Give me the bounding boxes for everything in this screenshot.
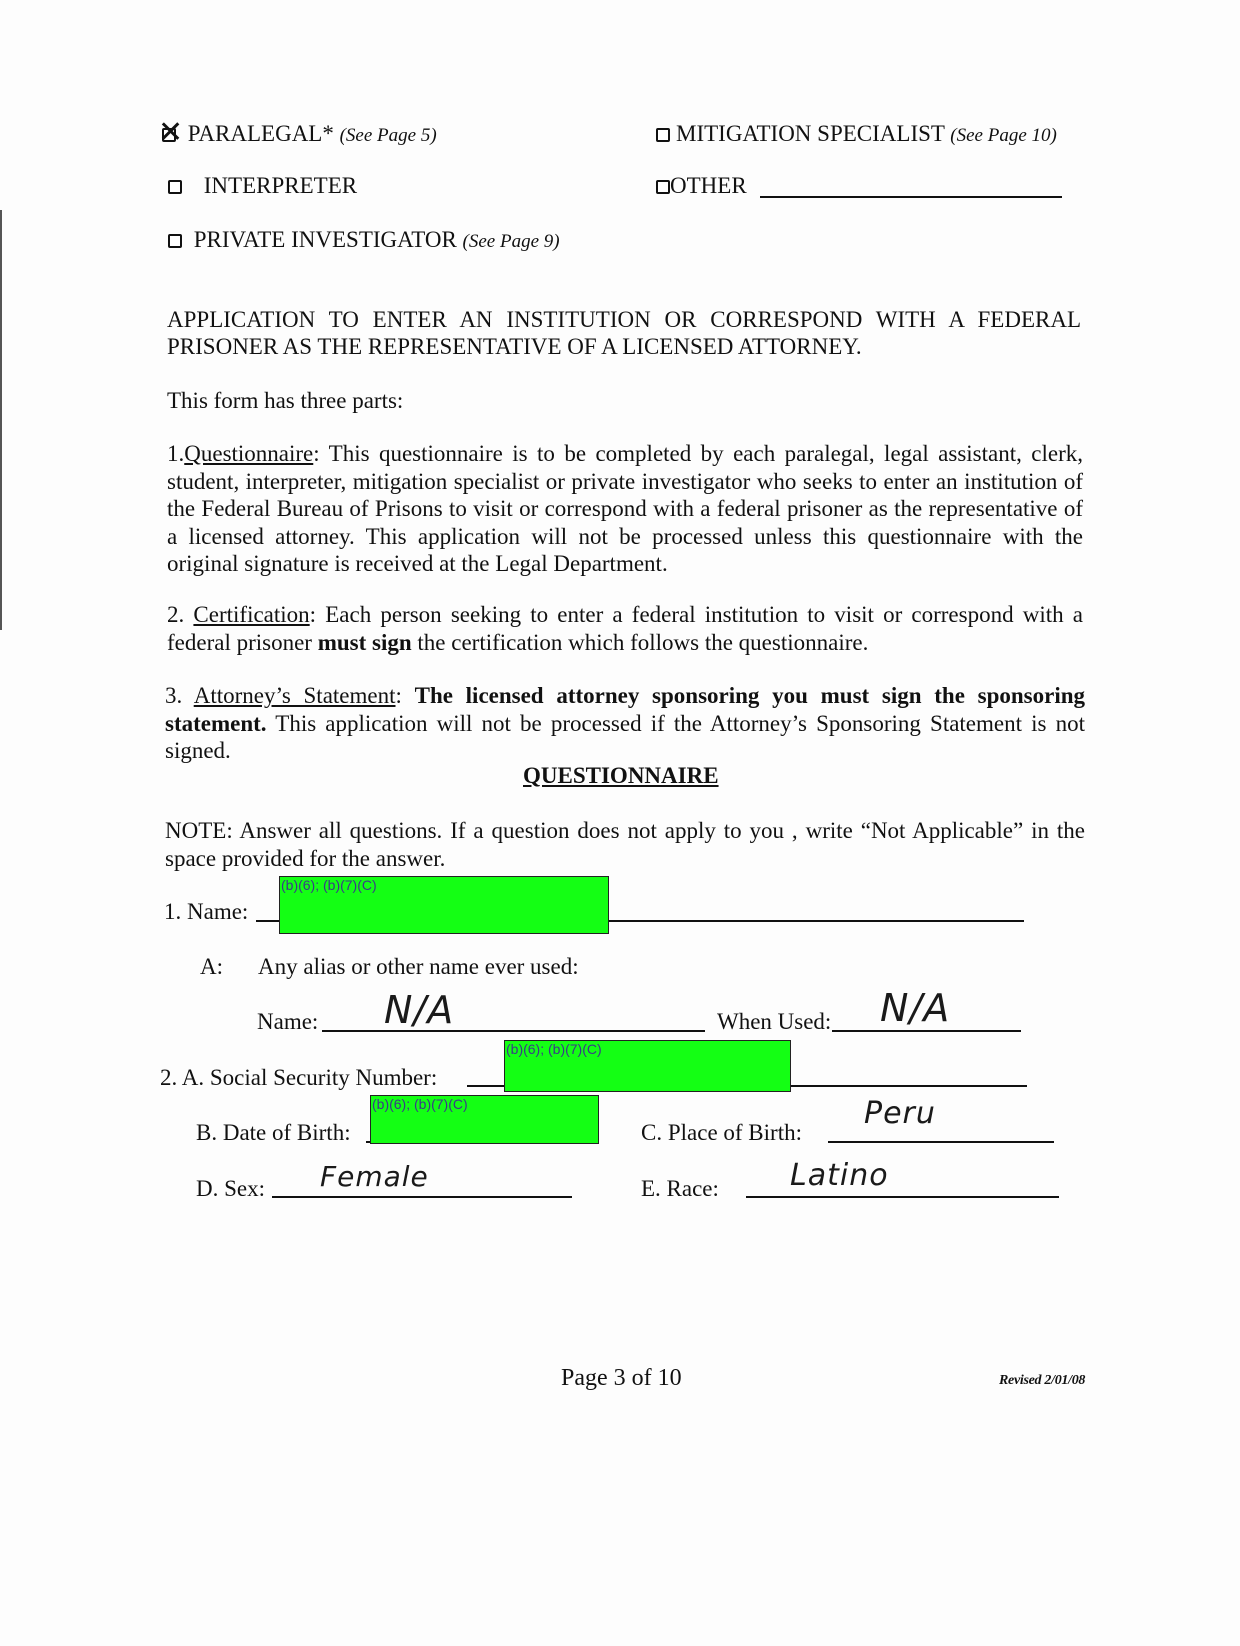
part2-bold: must sign [317,629,412,655]
part2-paragraph [167,601,1083,656]
redaction-code: (b)(6); (b)(7)(C) [372,1096,468,1112]
when-used-label: When Used: [717,1009,832,1034]
option-other[interactable] [656,172,747,200]
note-text: NOTE: Answer all questions. If a question does not apply to you , write “Not Applicable” in the space provided for the answer. [165,818,1085,871]
other-field-line[interactable] [760,196,1062,198]
redaction-code: (b)(6); (b)(7)(C) [281,877,377,893]
sex-line[interactable] [272,1196,572,1198]
investigator-note: (See Page 9) [462,231,560,252]
x-check-icon: ✕ [158,115,184,150]
revised-date: Revised 2/01/08 [999,1373,1086,1388]
race-handwritten: Latino [790,1158,889,1193]
q1-name-label: 1. Name: [164,899,249,924]
part1-text: : This questionnaire is to be completed by each paralegal, legal assistant, clerk, student, interpreter, mitigation specialist or private investigator who seeks to enter an institution of the Federal Bureau of Prisons to visit or correspond with a federal prisoner as the representative of a licensed attorney. This application will not be processed unless this questionnaire with the original signature is received at the Legal Department. [167,441,1083,576]
sex-handwritten: Female [320,1160,429,1193]
option-paralegal[interactable] [162,120,437,150]
paralegal-note: (See Page 5) [339,125,437,146]
page-number: Page 3 of 10 [561,1365,682,1391]
when-used-line[interactable] [832,1030,1021,1032]
interpreter-label: INTERPRETER [203,173,358,198]
part3-number: 3. [165,683,194,708]
part2-text-b: the certification which follows the questionnaire. [411,629,869,655]
race-label: E. Race: [641,1176,719,1201]
redaction-box-ssn [504,1040,791,1092]
redaction-box-dob [370,1095,599,1144]
part3-colon: : [395,683,415,708]
alias-name-handwritten: N/A [384,988,455,1032]
alias-name-label: Name: [257,1009,319,1034]
mitigation-checkbox[interactable] [656,128,670,142]
questionnaire-title: QUESTIONNAIRE [523,763,719,788]
option-interpreter[interactable] [168,172,357,200]
intro-text: This form has three parts: [167,388,404,413]
form-heading-line2: PRISONER AS THE REPRESENTATIVE OF A LICENSED ATTORNEY. [167,334,862,359]
part3-paragraph [165,682,1085,765]
part2-text-a: : Each person seeking to enter a federal institution to visit or correspond with a federal prisoner [167,602,1084,655]
form-heading-line1: APPLICATION TO ENTER AN INSTITUTION OR CORRESPOND WITH A FEDERAL [167,307,1081,332]
option-mitigation[interactable] [656,120,1057,150]
paralegal-label: PARALEGAL* [187,121,334,146]
part2-title: Certification [193,602,310,627]
dob-label: B. Date of Birth: [196,1120,351,1145]
part3-title: Attorney’s Statement [193,683,396,708]
other-label: OTHER [670,173,747,198]
race-line[interactable] [746,1196,1059,1198]
sex-label: D. Sex: [196,1176,265,1201]
ssn-label: 2. A. Social Security Number: [160,1065,438,1090]
part1-paragraph [167,440,1083,578]
part1-number: 1. [167,441,185,466]
redaction-code: (b)(6); (b)(7)(C) [506,1041,602,1057]
pob-handwritten: Peru [864,1096,936,1131]
mitigation-label: MITIGATION SPECIALIST [676,121,945,146]
investigator-label: PRIVATE INVESTIGATOR [193,227,457,252]
interpreter-checkbox[interactable] [168,180,182,194]
when-used-handwritten: N/A [880,986,951,1030]
alias-question: Any alias or other name ever used: [258,954,579,979]
mitigation-note: (See Page 10) [950,125,1057,146]
alias-letter: A: [200,954,223,979]
other-checkbox[interactable] [656,180,670,194]
scan-edge [0,210,2,630]
alias-name-line[interactable] [322,1030,705,1032]
part1-title: Questionnaire [184,441,314,466]
pob-label: C. Place of Birth: [641,1120,802,1145]
part2-number: 2. [167,602,194,627]
part3-text: This application will not be processed if the Attorney’s Sponsoring Statement is not signed. [165,710,1085,763]
redaction-box-name [279,876,609,934]
investigator-checkbox[interactable] [168,234,182,248]
pob-line[interactable] [828,1141,1054,1143]
part3-bold: The licensed attorney sponsoring you must sign the sponsoring statement. [165,683,1086,736]
option-investigator[interactable] [168,226,560,256]
